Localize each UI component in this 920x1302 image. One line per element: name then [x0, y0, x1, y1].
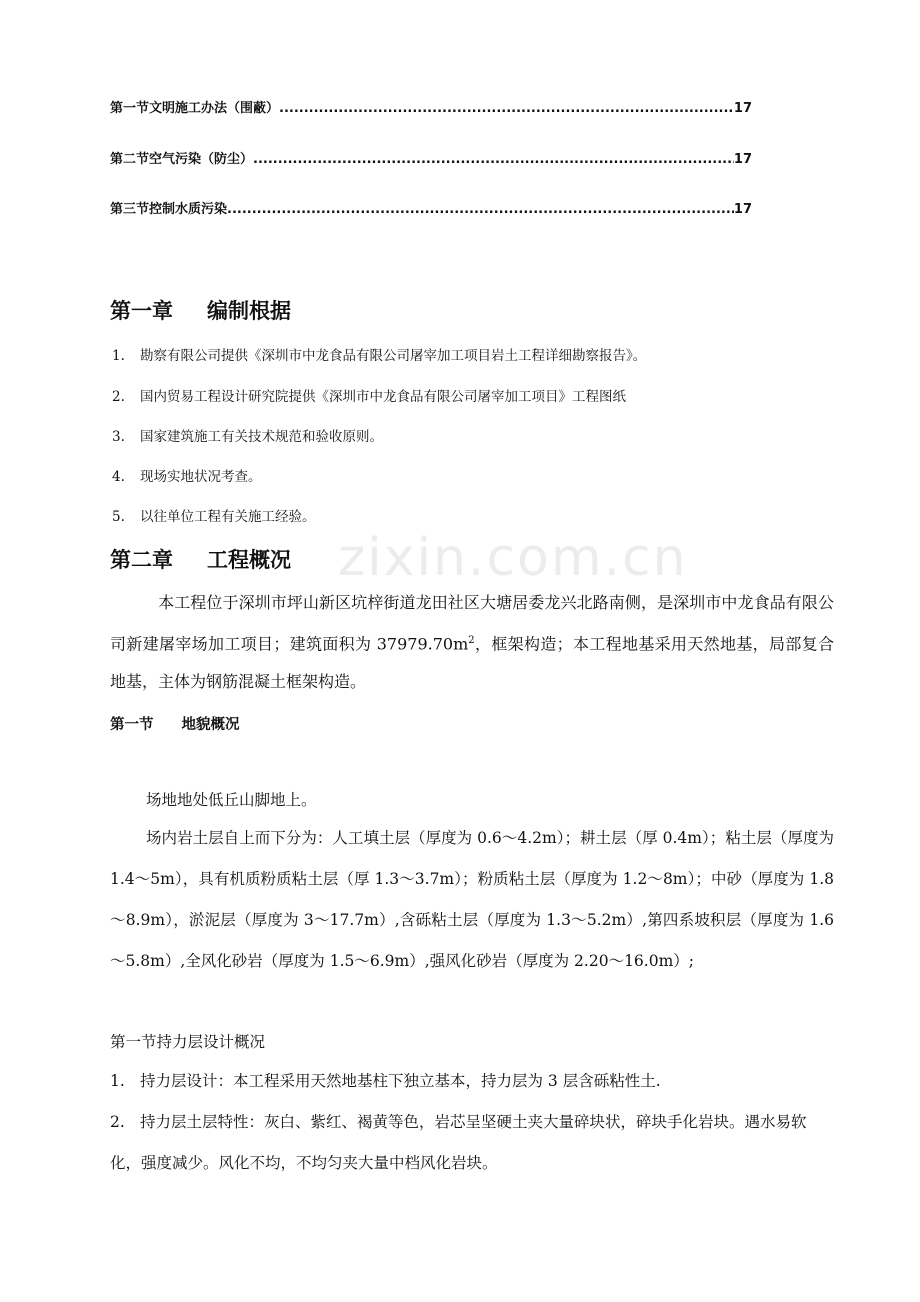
chapter-heading	[110, 544, 291, 574]
list-number: 3.	[112, 429, 125, 445]
chapter-number: 第二章	[110, 548, 173, 572]
chapter-title: 编制根据	[207, 299, 291, 323]
list-item	[112, 465, 262, 485]
overview-text-cont: ，框架构造；本工程地基采用天然地基，局部复合地基，主体为钢筋混凝土框架构造。	[110, 634, 834, 692]
chapter-number: 第一章	[110, 299, 173, 323]
list-item	[112, 505, 316, 525]
toc-page-number: 17	[733, 101, 752, 116]
list-number: 2.	[112, 389, 125, 405]
list-number: 1.	[110, 1072, 125, 1090]
section-heading	[110, 713, 240, 734]
list-number: 2.	[110, 1113, 125, 1131]
body-line-text: 场地地处低丘山脚地上。	[146, 791, 317, 809]
list-text: 勘察有限公司提供《深圳市中龙食品有限公司屠宰加工项目岩土工程详细勘察报告》。	[140, 348, 647, 364]
list-item	[112, 385, 626, 405]
chapter-title: 工程概况	[207, 548, 291, 572]
list-number: 4.	[112, 469, 125, 485]
list-text: 现场实地状况考查。	[140, 469, 262, 485]
list-text: 以往单位工程有关施工经验。	[140, 509, 316, 525]
toc-title: 空气污染（防尘）	[149, 152, 254, 167]
toc-section-number: 第二节	[110, 152, 150, 167]
toc-title: 文明施工办法（围蔽）	[149, 101, 280, 116]
section-number: 第一节	[110, 717, 154, 733]
watermark-text: zixin.com.cn	[338, 528, 688, 588]
body-line	[146, 788, 317, 810]
list-number: 1.	[112, 348, 125, 364]
list-text: 国内贸易工程设计研究院提供《深圳市中龙食品有限公司屠宰加工项目》工程图纸	[140, 389, 626, 405]
superscript: 2	[468, 635, 475, 646]
toc-page-number: 17	[733, 202, 752, 217]
overview-paragraph	[110, 584, 834, 701]
section-title: 地貌概况	[181, 717, 240, 733]
toc-entry[interactable]	[110, 96, 752, 116]
list-item	[112, 344, 646, 364]
subsection-title: 第一节持力层设计概况	[110, 1033, 266, 1051]
subsection-heading	[110, 1030, 265, 1052]
toc-title: 控制水质污染	[149, 202, 228, 217]
toc-leader	[253, 152, 734, 167]
chapter-heading	[110, 295, 291, 325]
toc-page-number: 17	[733, 152, 752, 167]
toc-leader	[227, 202, 734, 217]
toc-section-number: 第一节	[110, 101, 150, 116]
list-text: 持力层土层特性：灰白、紫红、褐黄等色，岩芯呈坚硬土夹大量碎块状，碎块手化岩块。遇水易软化，强度减少。风化不均，不均匀夹大量中档风化岩块。	[110, 1113, 807, 1172]
list-number: 5.	[112, 509, 125, 525]
toc-leader	[279, 101, 734, 116]
toc-entry[interactable]	[110, 197, 752, 217]
list-item	[110, 1102, 834, 1184]
overview-text: 本工程位于深圳市坪山新区坑梓街道龙田社区大塘居委龙兴北路南侧，是深圳市中龙食品有限公司新建屠宰场加工项目；建筑面积为 37979.70m	[110, 593, 834, 654]
strata-text: 场内岩土层自上而下分为：人工填土层（厚度为 0.6～4.2m）；耕土层（厚 0.4m）；粘土层（厚度为 1.4～5m），具有机质粉质粘土层（厚 1.3～3.7m）；粉质粘土层（厚度为 1.2～8m）；中砂（厚度为 1.8～8.9m），淤泥层（厚度为 3～17.7m）,含砾粘土层（厚度为 1.3～5.2m）,第四系坡积层（厚度为 1.6～5.8m）,全风化砂岩（厚度为 1.5～6.9m）,强风化砂岩（厚度为 2.20～16.0m）;	[110, 829, 834, 970]
toc-entry[interactable]	[110, 147, 752, 167]
list-item	[110, 1061, 834, 1102]
list-text: 国家建筑施工有关技术规范和验收原则。	[140, 429, 383, 445]
list-text: 持力层设计：本工程采用天然地基柱下独立基本，持力层为 3 层含砾粘性土.	[140, 1072, 661, 1090]
strata-paragraph	[110, 818, 834, 982]
list-item	[112, 425, 383, 445]
toc-section-number: 第三节	[110, 202, 150, 217]
